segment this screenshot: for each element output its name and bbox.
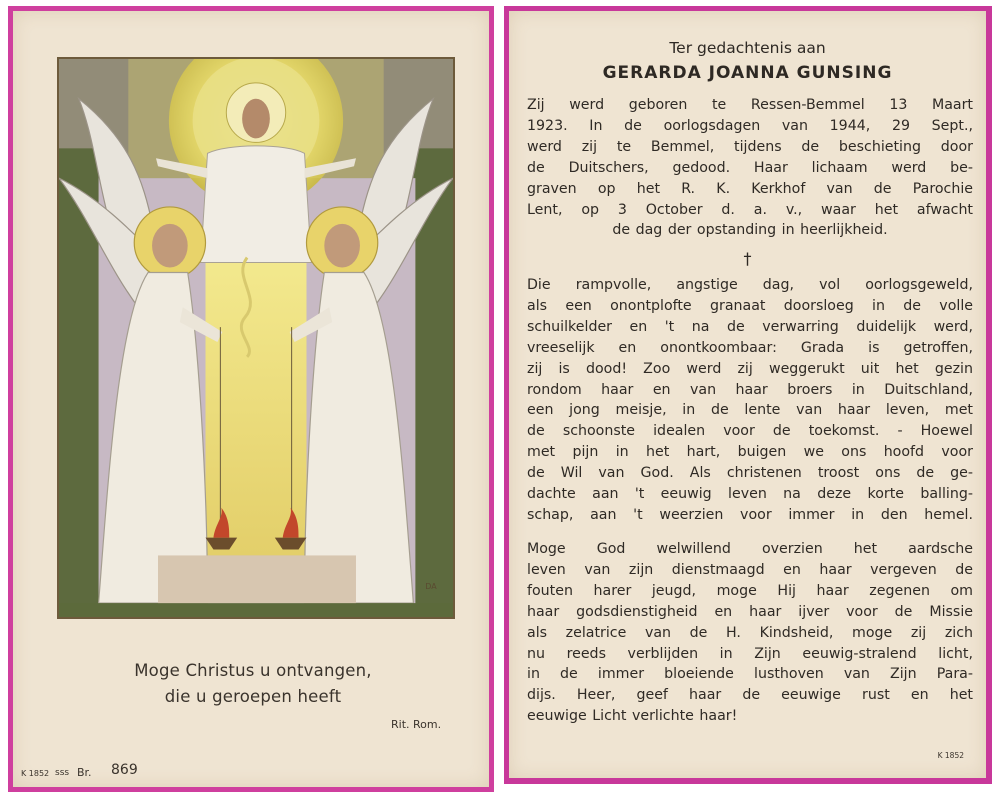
text-line: als een onontplofte granaat doorsloeg in de volle: [527, 297, 973, 314]
text-line: Lent, op 3 October d. a. v., waar het afwacht: [527, 201, 973, 218]
text-line: rondom haar en van haar broers in Duitschland,: [527, 381, 973, 398]
print-code-right: K 1852: [937, 751, 964, 760]
text-line: fouten harer jeugd, moge Hij haar zegenen om: [527, 582, 973, 599]
series-label: Br.: [77, 766, 92, 779]
text-line: vreeselijk en onontkoombaar: Grada is getroffen,: [527, 339, 973, 356]
text-line: Zij werd geboren te Ressen-Bemmel 13 Maart: [527, 97, 973, 113]
text-line: schap, aan 't weerzien voor immer in den hemel.: [527, 506, 973, 523]
text-line: schuilkelder en 't na de verwarring duidelijk werd,: [527, 318, 973, 335]
text-line: graven op het R. K. Kerkhof van de Parochie: [527, 180, 973, 197]
text-line: leven van zijn dienstmaagd en haar vergeven de: [527, 561, 973, 578]
text-line: de Duitschers, gedood. Haar lichaam werd be-: [527, 159, 973, 176]
print-code-left: K 1852: [21, 769, 50, 778]
memorial-intro: Ter gedachtenis aan: [669, 39, 826, 57]
text-line: zij is dood! Zoo werd zij weggerukt uit het gezin: [527, 360, 973, 377]
caption-line-2: die u geroepen heeft: [164, 687, 342, 706]
reflection-paragraph: [527, 275, 973, 526]
text-line: als zelatrice van de H. Kindsheid, moge zij zich: [527, 624, 973, 641]
cross-icon: †: [743, 249, 752, 268]
text-line: Die rampvolle, angstige dag, vol oorlogsgeweld,: [527, 277, 973, 293]
text-line: met pijn in het hart, buigen we ons hoofd voor: [527, 444, 973, 461]
text-line: Moge God welwillend overzien het aardsche: [527, 541, 973, 557]
devotional-illustration: [57, 57, 455, 619]
text-line: dachte aan 't eeuwig leven na deze korte balling-: [527, 486, 973, 503]
caption-line-1: Moge Christus u ontvangen,: [134, 661, 372, 680]
text-line: eeuwige Licht verlichte haar!: [527, 708, 738, 725]
biography-paragraph: [527, 95, 973, 241]
deceased-name: GERARDA JOANNA GUNSING: [602, 63, 893, 83]
publisher-mark: sss: [55, 768, 70, 778]
prayer-card-front: [8, 6, 494, 792]
text-line: de dag der opstanding in heerlijkheid.: [612, 222, 888, 239]
series-number: 869: [111, 762, 138, 778]
text-line: een jong meisje, in de lente van haar leven, met: [527, 402, 973, 419]
text-line: haar godsdienstigheid en haar ijver voor de Missie: [527, 603, 973, 620]
text-line: de Wil van God. Als christenen troost ons de ge-: [527, 465, 973, 482]
text-line: werd zij te Bemmel, tijdens de beschieting door: [527, 138, 973, 155]
text-line: de schoonste idealen voor de toekomst. - Hoewel: [527, 423, 973, 440]
caption-source: Rit. Rom.: [391, 718, 442, 731]
prayer-paragraph: [527, 539, 973, 727]
text-line: nu reeds verblijden in Zijn eeuwig-stralend licht,: [527, 645, 973, 662]
artist-monogram: DA: [425, 582, 437, 592]
text-line: in de immer bloeiende lusthoven van Zijn Para-: [527, 666, 973, 683]
prayer-card-back: [504, 6, 992, 784]
christ-with-angels-image: [59, 59, 453, 617]
text-line: 1923. In de oorlogsdagen van 1944, 29 Sept.,: [527, 117, 973, 134]
text-line: dijs. Heer, geef haar de eeuwige rust en het: [527, 687, 973, 704]
